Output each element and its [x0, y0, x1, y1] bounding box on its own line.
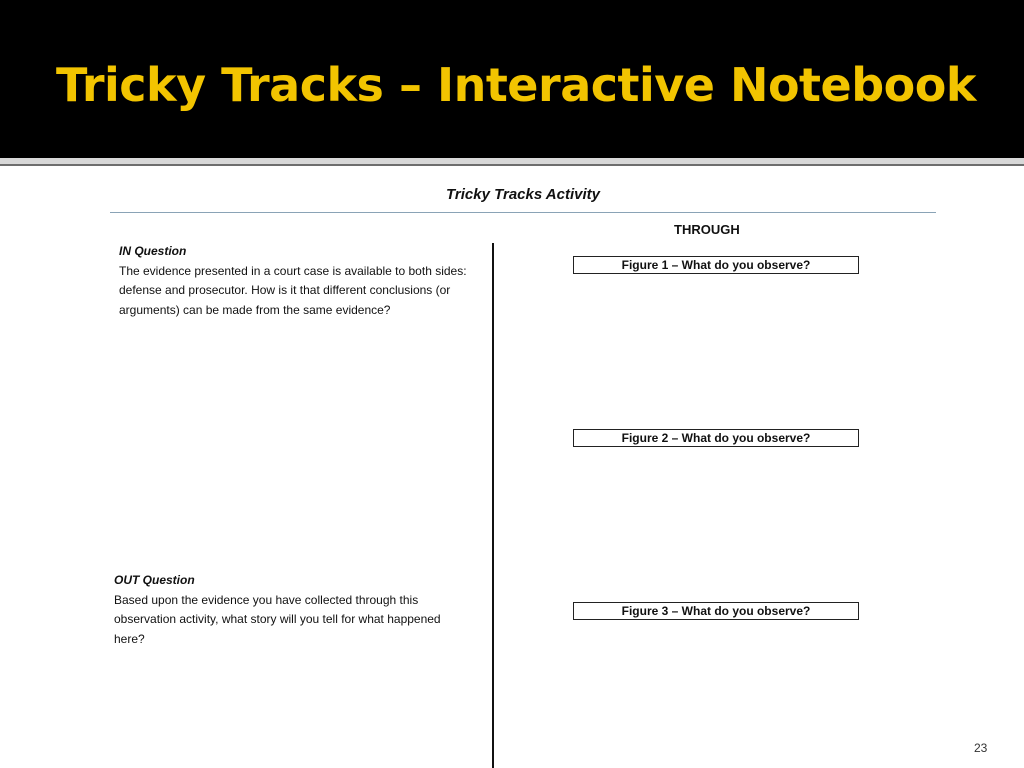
out-question-heading: OUT Question: [114, 573, 195, 587]
figure-1-box: Figure 1 – What do you observe?: [573, 256, 859, 274]
worksheet-title: Tricky Tracks Activity: [446, 186, 600, 203]
in-question-body: The evidence presented in a court case is available to both sides: defense and prosecutor. How is it that different conclusions (or arguments) can be made from the same evidence?: [119, 263, 467, 317]
through-label: THROUGH: [674, 222, 740, 237]
slide-title: Tricky Tracks – Interactive Notebook: [56, 58, 976, 112]
figure-2-box: Figure 2 – What do you observe?: [573, 429, 859, 447]
out-question-body: Based upon the evidence you have collected through this observation activity, what story will you tell for what happened here?: [114, 592, 441, 646]
header-divider-dark: [0, 164, 1024, 166]
worksheet-title-rule: [110, 212, 936, 213]
page-number: 23: [974, 741, 988, 755]
out-question: [114, 571, 469, 649]
figure-3-box: Figure 3 – What do you observe?: [573, 602, 859, 620]
title-bar: [0, 0, 1024, 158]
column-divider: [492, 243, 494, 768]
in-question: [119, 242, 479, 320]
in-question-heading: IN Question: [119, 244, 187, 258]
